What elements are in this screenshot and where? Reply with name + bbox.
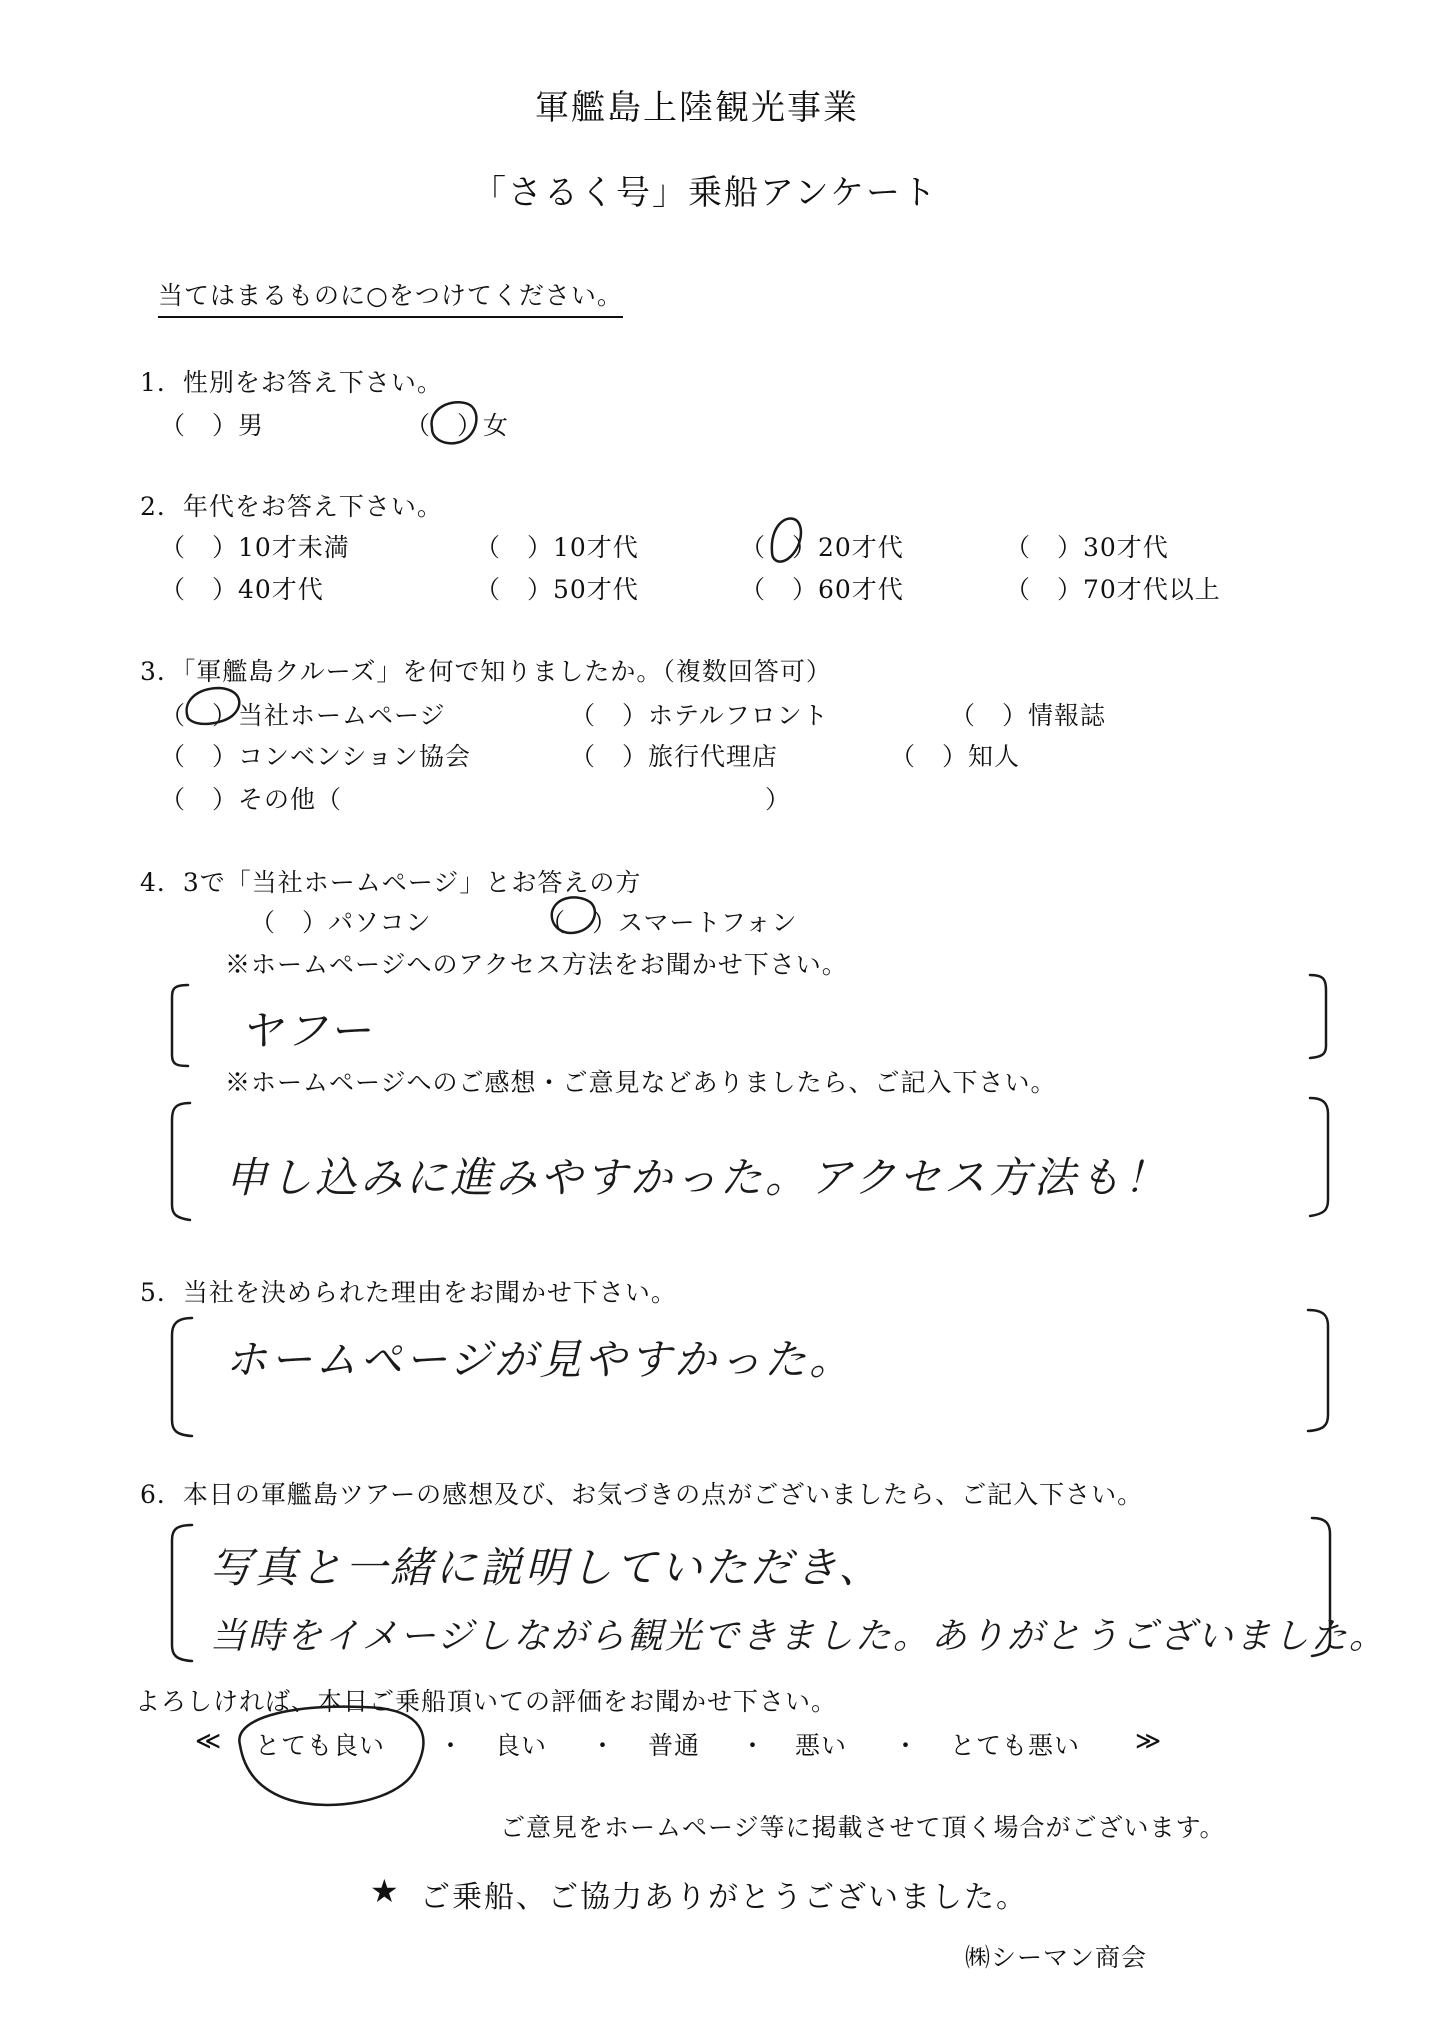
q4-access-prompt: ※ホームページへのアクセス方法をお聞かせ下さい。 bbox=[225, 950, 848, 979]
q5-box-right-bracket bbox=[1308, 1310, 1328, 1431]
q2-option-70plus[interactable]: （ ）70才代以上 bbox=[1005, 575, 1221, 604]
rating-option-very-bad[interactable]: とても悪い bbox=[950, 1731, 1081, 1760]
q3-question: 3．「軍艦島クルーズ」を何で知りましたか。（複数回答可） bbox=[140, 657, 832, 686]
page-title: 軍艦島上陸観光事業 bbox=[535, 88, 859, 128]
q2-option-20s[interactable]: （ ）20才代 bbox=[740, 533, 904, 562]
q1-option-female[interactable]: （ ）女 bbox=[405, 411, 510, 440]
q2-option-30s[interactable]: （ ）30才代 bbox=[1005, 533, 1169, 562]
q2-option-10s[interactable]: （ ）10才代 bbox=[475, 533, 639, 562]
q3-option-acquaintance[interactable]: （ ）知人 bbox=[890, 742, 1021, 771]
q1-option-male[interactable]: （ ）男 bbox=[160, 411, 265, 440]
q4-option-smartphone[interactable]: （ ）スマートフォン bbox=[540, 908, 798, 937]
rating-prompt: よろしければ、本日ご乗船頂いての評価をお聞かせ下さい。 bbox=[135, 1687, 838, 1716]
q2-option-60s[interactable]: （ ）60才代 bbox=[740, 575, 904, 604]
q2-option-under10[interactable]: （ ）10才未満 bbox=[160, 533, 350, 562]
page-subtitle: 「さるく号」乗船アンケート bbox=[472, 173, 938, 213]
rating-sep: ・ bbox=[893, 1731, 920, 1760]
footer-notice: ご意見をホームページ等に掲載させて頂く場合がございます。 bbox=[500, 1813, 1226, 1842]
q3-other-close-paren: ） bbox=[765, 785, 792, 814]
instruction-text: 当てはまるものに○をつけてください。 bbox=[158, 276, 623, 318]
q6-question: 6．本日の軍艦島ツアーの感想及び、お気づきの点がございましたら、ご記入下さい。 bbox=[140, 1480, 1144, 1509]
q3-option-other[interactable]: （ ）その他（ bbox=[160, 785, 343, 814]
q3-option-travel-agency[interactable]: （ ）旅行代理店 bbox=[570, 742, 779, 771]
rating-sep: ・ bbox=[590, 1731, 617, 1760]
q5-question: 5．当社を決められた理由をお聞かせ下さい。 bbox=[140, 1278, 677, 1307]
company-name: ㈱シーマン商会 bbox=[965, 1943, 1148, 1972]
q4-question: 4．3で「当社ホームページ」とお答えの方 bbox=[140, 868, 642, 897]
rating-open-bracket: ≪ bbox=[195, 1726, 223, 1755]
q5-box-left-bracket bbox=[172, 1318, 192, 1436]
access-box-right-bracket bbox=[1310, 975, 1326, 1058]
rating-close-bracket: ≫ bbox=[1135, 1726, 1163, 1755]
rating-sep: ・ bbox=[740, 1731, 767, 1760]
rating-option-bad[interactable]: 悪い bbox=[795, 1731, 848, 1760]
q4-impression-answer[interactable]: 申し込みに進みやすかった。アクセス方法も！ bbox=[225, 1153, 1169, 1202]
q6-answer-line2[interactable]: 当時をイメージしながら観光できました。ありがとうございました。 bbox=[210, 1616, 1387, 1657]
q2-question: 2．年代をお答え下さい。 bbox=[140, 492, 443, 521]
star-icon: ★ bbox=[370, 1872, 399, 1910]
q4-option-pc[interactable]: （ ）パソコン bbox=[250, 908, 432, 937]
rating-sep: ・ bbox=[438, 1731, 465, 1760]
q4-impression-prompt: ※ホームページへのご感想・ご意見などありましたら、ご記入下さい。 bbox=[225, 1068, 1057, 1097]
q3-option-convention[interactable]: （ ）コンベンション協会 bbox=[160, 742, 471, 771]
q3-option-homepage[interactable]: （ ）当社ホームページ bbox=[160, 701, 446, 730]
rating-option-very-good[interactable]: とても良い bbox=[255, 1731, 386, 1760]
q2-option-40s[interactable]: （ ）40才代 bbox=[160, 575, 324, 604]
q5-answer[interactable]: ホームページが見やすかった。 bbox=[225, 1335, 855, 1384]
q6-box-left-bracket bbox=[172, 1525, 192, 1661]
q1-question: 1．性別をお答え下さい。 bbox=[140, 368, 443, 397]
impression-box-left-bracket bbox=[172, 1103, 190, 1220]
q6-answer-line1[interactable]: 写真と一緒に説明していただき、 bbox=[210, 1543, 884, 1592]
q3-option-hotel-front[interactable]: （ ）ホテルフロント bbox=[570, 701, 829, 730]
q3-option-magazine[interactable]: （ ）情報誌 bbox=[950, 701, 1107, 730]
q2-option-50s[interactable]: （ ）50才代 bbox=[475, 575, 639, 604]
q4-access-answer[interactable]: ヤフー bbox=[240, 1006, 374, 1055]
access-box-left-bracket bbox=[172, 985, 188, 1066]
impression-box-right-bracket bbox=[1310, 1098, 1328, 1216]
footer-thanks: ご乗船、ご協力ありがとうございました。 bbox=[420, 1880, 1028, 1915]
rating-option-good[interactable]: 良い bbox=[495, 1731, 548, 1760]
rating-option-average[interactable]: 普通 bbox=[648, 1731, 701, 1760]
